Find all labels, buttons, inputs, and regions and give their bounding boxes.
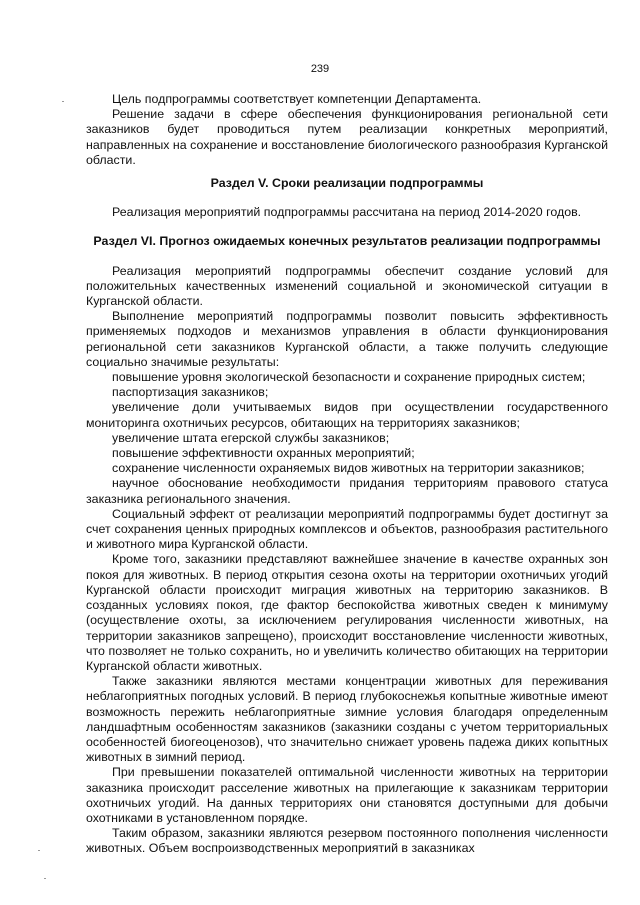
paragraph: Цель подпрограммы соответствует компетенции Департамента. [112, 92, 482, 106]
list-item: повышение уровня экологической безопасности и сохранение природных систем; [112, 370, 586, 385]
list-item: паспортизация заказников; [112, 385, 269, 400]
section-5-title: Раздел V. Сроки реализации подпрограммы [210, 176, 484, 191]
list-item: увеличение доли учитываемых видов при осуществлении государственного мониторинга охотничьих ресурсов, обитающих на территориях заказников; [86, 400, 608, 430]
list-item: повышение эффективности охранных мероприятий; [112, 446, 415, 461]
scan-speck [62, 101, 64, 102]
paragraph: При превышении показателей оптимальной численности животных на территории заказника происходит расселение животных на прилегающие к заказникам территории охотничьих угодий. На данных территориях они становятся доступными для добычи охотниками в установленном порядке. [86, 765, 608, 825]
list-item: научное обоснование необходимости придания территориям правового статуса заказника регионального значения. [86, 476, 608, 506]
document-body [86, 92, 608, 857]
section-6-title: Раздел VI. Прогноз ожидаемых конечных результатов реализации подпрограммы [93, 234, 601, 249]
paragraph: Реализация мероприятий подпрограммы рассчитана на период 2014-2020 годов. [112, 205, 582, 220]
paragraph: Также заказники являются местами концентрации животных для переживания неблагоприятных погодных условий. В период глубокоснежья копытные животные имеют возможность пережить неблагоприятные зимние условия благодаря определенным ландшафтным особенностям заказников (заказники созданы с учетом территориальных особенностей биогеоценозов), что значительно снижает уровень падежа диких копытных животных в зимний период. [86, 674, 608, 765]
paragraph: Выполнение мероприятий подпрограммы позволит повысить эффективность применяемых подходов и механизмов управления в области функционирования региональной сети заказников Курганской области, а также получить следующие социально значимые результаты: [86, 309, 608, 369]
paragraph: Кроме того, заказники представляют важнейшее значение в качестве охранных зон покоя для животных. В период открытия сезона охоты на территории охотничьих угодий Курганской области происходит миграция животных на территорию заказников. В созданных условиях покоя, где фактор беспокойства животных сведен к минимуму (осуществление охоты, за исключением регулирования численности животных, на территории заказников запрещено), происходит восстановление численности животных, что позволяет не только сохранить, но и увеличить количество обитающих на территории Курганской области животных. [86, 552, 608, 673]
list-item: увеличение штата егерской службы заказников; [112, 430, 390, 445]
scan-speck [44, 878, 46, 879]
scan-speck [38, 850, 40, 851]
page-number: 239 [310, 63, 330, 75]
paragraph: Социальный эффект от реализации мероприятий подпрограммы будет достигнут за счет сохранения ценных природных комплексов и объектов, разнообразия растительного и животного мира Курганской области. [86, 506, 608, 552]
list-item: сохранение численности охраняемых видов животных на территории заказников; [112, 461, 585, 476]
paragraph: Таким образом, заказники являются резервом постоянного пополнения численности животных. Объем воспроизводственных мероприятий в заказниках [86, 826, 608, 856]
paragraph: Решение задачи в сфере обеспечения функционирования региональной сети заказников будет проводиться путем реализации конкретных мероприятий, направленных на сохранение и восстановление биологического разнообразия Курганской области. [86, 107, 608, 167]
paragraph: Реализация мероприятий подпрограммы обеспечит создание условий для положительных качественных изменений социальной и экономической ситуации в Курганской области. [86, 263, 608, 309]
